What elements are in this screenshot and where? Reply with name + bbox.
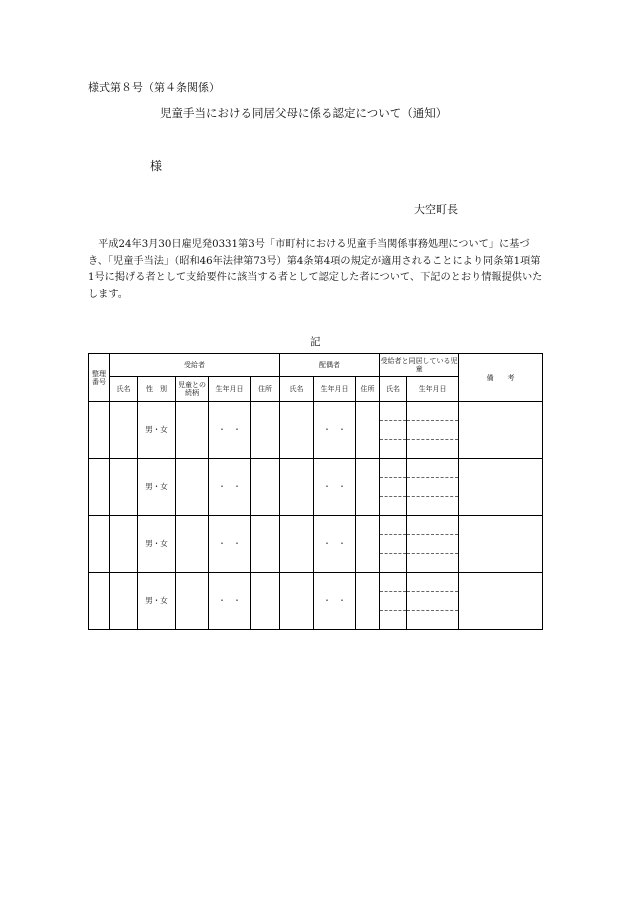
spouse-name-cell[interactable] bbox=[280, 516, 314, 573]
child-birth-cell[interactable] bbox=[407, 535, 459, 554]
recipient-name-cell[interactable] bbox=[110, 573, 138, 630]
remarks-cell[interactable] bbox=[459, 573, 543, 630]
child-birth-cell[interactable] bbox=[407, 421, 459, 440]
recipient-address-cell[interactable] bbox=[251, 516, 280, 573]
spouse-name-cell[interactable] bbox=[280, 573, 314, 630]
spouse-birth-cell[interactable]: ・ ・ bbox=[314, 573, 356, 630]
spouse-birth-cell[interactable]: ・ ・ bbox=[314, 402, 356, 459]
child-name-cell[interactable] bbox=[380, 592, 407, 611]
child-name-cell[interactable] bbox=[380, 440, 407, 459]
subheader-spouse-birth: 生年月日 bbox=[314, 377, 356, 402]
child-name-cell[interactable] bbox=[380, 516, 407, 535]
recipient-name-cell[interactable] bbox=[110, 459, 138, 516]
child-birth-cell[interactable] bbox=[407, 402, 459, 421]
child-name-cell[interactable] bbox=[380, 497, 407, 516]
child-birth-cell[interactable] bbox=[407, 516, 459, 535]
recipient-gender-cell[interactable]: 男・女 bbox=[138, 459, 176, 516]
subheader-recipient-relation: 児童との続柄 bbox=[176, 377, 209, 402]
spouse-address-cell[interactable] bbox=[356, 573, 380, 630]
subheader-recipient-gender: 性 別 bbox=[138, 377, 176, 402]
subheader-spouse-address: 住所 bbox=[356, 377, 380, 402]
child-name-cell[interactable] bbox=[380, 478, 407, 497]
child-birth-cell[interactable] bbox=[407, 497, 459, 516]
child-birth-cell[interactable] bbox=[407, 459, 459, 478]
body-paragraph: 平成24年3月30日雇児発0331第3号「市町村における児童手当関係事務処理について」に基づき、「児童手当法」（昭和46年法律第73号）第4条第4項の規定が適用されることにより同条第1項第1号に掲げる者として支給要件に該当する者として認定した者について、下記のとおり情報提供いたします。 bbox=[88, 239, 543, 300]
seiri-bango-cell[interactable] bbox=[89, 459, 110, 516]
recipient-gender-cell[interactable]: 男・女 bbox=[138, 402, 176, 459]
document-title: 児童手当における同居父母に係る認定について（通知） bbox=[160, 106, 448, 120]
child-birth-cell[interactable] bbox=[407, 611, 459, 630]
spouse-birth-cell[interactable]: ・ ・ bbox=[314, 459, 356, 516]
recipient-birth-cell[interactable]: ・ ・ bbox=[209, 459, 251, 516]
seiri-bango-cell[interactable] bbox=[89, 573, 110, 630]
subheader-child-name: 氏名 bbox=[380, 377, 407, 402]
subheader-spouse-name: 氏名 bbox=[280, 377, 314, 402]
recipient-name-cell[interactable] bbox=[110, 402, 138, 459]
recipient-relation-cell[interactable] bbox=[176, 516, 209, 573]
child-birth-cell[interactable] bbox=[407, 592, 459, 611]
remarks-cell[interactable] bbox=[459, 402, 543, 459]
recipient-address-cell[interactable] bbox=[251, 402, 280, 459]
body-text bbox=[88, 237, 543, 303]
subheader-recipient-birth: 生年月日 bbox=[209, 377, 251, 402]
header-doukyo-jido: 受給者と同居している児童 bbox=[380, 354, 459, 377]
recipient-relation-cell[interactable] bbox=[176, 402, 209, 459]
recipient-gender-cell[interactable]: 男・女 bbox=[138, 573, 176, 630]
table-row bbox=[89, 459, 543, 478]
recipient-address-cell[interactable] bbox=[251, 573, 280, 630]
form-number: 様式第８号（第４条関係） bbox=[88, 81, 220, 94]
child-name-cell[interactable] bbox=[380, 459, 407, 478]
spouse-address-cell[interactable] bbox=[356, 459, 380, 516]
child-name-cell[interactable] bbox=[380, 421, 407, 440]
header-haigusha: 配偶者 bbox=[280, 354, 380, 377]
child-birth-cell[interactable] bbox=[407, 554, 459, 573]
recipient-address-cell[interactable] bbox=[251, 459, 280, 516]
spouse-address-cell[interactable] bbox=[356, 402, 380, 459]
subheader-recipient-address: 住所 bbox=[251, 377, 280, 402]
recipient-name-cell[interactable] bbox=[110, 516, 138, 573]
spouse-birth-cell[interactable]: ・ ・ bbox=[314, 516, 356, 573]
seiri-bango-cell[interactable] bbox=[89, 402, 110, 459]
subheader-recipient-name: 氏名 bbox=[110, 377, 138, 402]
record-label: 記 bbox=[310, 336, 321, 348]
child-name-cell[interactable] bbox=[380, 535, 407, 554]
issuer-name: 大空町長 bbox=[414, 203, 458, 216]
child-birth-cell[interactable] bbox=[407, 440, 459, 459]
seiri-bango-cell[interactable] bbox=[89, 516, 110, 573]
recipient-relation-cell[interactable] bbox=[176, 459, 209, 516]
recipient-relation-cell[interactable] bbox=[176, 573, 209, 630]
spouse-name-cell[interactable] bbox=[280, 402, 314, 459]
recipient-birth-cell[interactable]: ・ ・ bbox=[209, 573, 251, 630]
remarks-cell[interactable] bbox=[459, 516, 543, 573]
recipient-birth-cell[interactable]: ・ ・ bbox=[209, 402, 251, 459]
header-seiri-bango: 整理番号 bbox=[89, 354, 110, 402]
remarks-cell[interactable] bbox=[459, 459, 543, 516]
child-name-cell[interactable] bbox=[380, 573, 407, 592]
child-name-cell[interactable] bbox=[380, 402, 407, 421]
spouse-address-cell[interactable] bbox=[356, 516, 380, 573]
recipient-gender-cell[interactable]: 男・女 bbox=[138, 516, 176, 573]
record-table bbox=[88, 353, 543, 630]
child-birth-cell[interactable] bbox=[407, 573, 459, 592]
child-name-cell[interactable] bbox=[380, 554, 407, 573]
table-row bbox=[89, 516, 543, 535]
subheader-child-birth: 生年月日 bbox=[407, 377, 459, 402]
recipient-birth-cell[interactable]: ・ ・ bbox=[209, 516, 251, 573]
table-row bbox=[89, 402, 543, 421]
spouse-name-cell[interactable] bbox=[280, 459, 314, 516]
child-name-cell[interactable] bbox=[380, 611, 407, 630]
table-row bbox=[89, 573, 543, 592]
addressee-honorific: 様 bbox=[150, 159, 163, 173]
child-birth-cell[interactable] bbox=[407, 478, 459, 497]
header-biko: 備 考 bbox=[459, 354, 543, 402]
header-jukyusha: 受給者 bbox=[110, 354, 280, 377]
